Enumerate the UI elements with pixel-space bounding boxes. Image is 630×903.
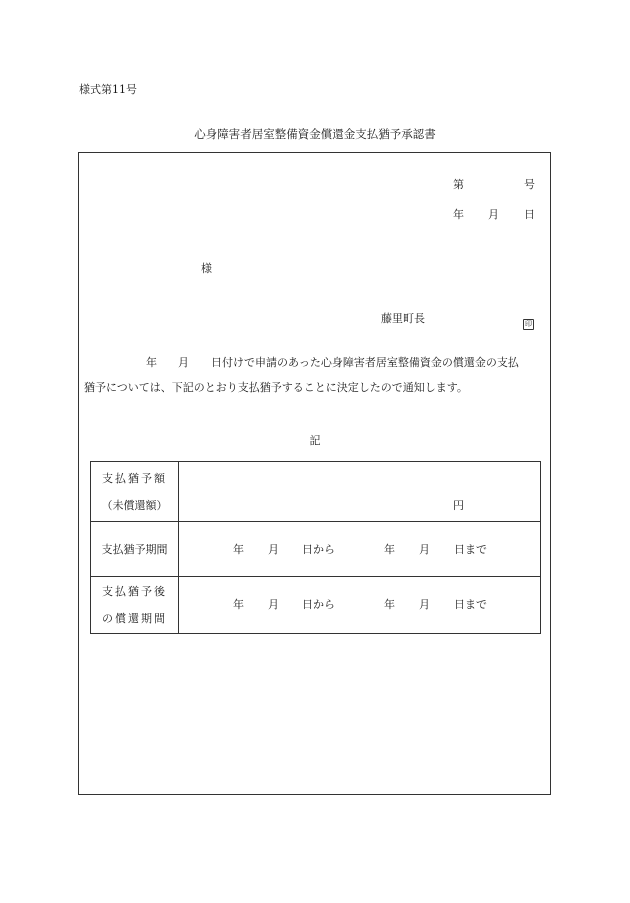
repayment-from-year: 年	[233, 598, 244, 611]
seal-mark	[523, 313, 534, 330]
body-line-2: 猶予については、下記のとおり支払猶予することに決定したので通知します。	[84, 381, 468, 394]
repayment-label-cell	[91, 577, 179, 634]
period-value-cell	[179, 522, 541, 577]
repayment-label-1: 支払猶予後	[102, 585, 167, 598]
period-from-day: 日から	[302, 543, 335, 556]
amount-label: 支払猶予額	[102, 471, 167, 485]
recipient-honorific: 様	[201, 262, 212, 275]
amount-sublabel: （未償還額）	[101, 498, 168, 512]
period-to-day: 日まで	[454, 543, 487, 556]
repayment-value-cell	[179, 577, 541, 634]
repayment-from-day: 日から	[302, 598, 335, 611]
issuer-name: 藤里町長	[381, 312, 425, 325]
table-row-period	[91, 522, 541, 577]
amount-label-cell	[91, 462, 179, 522]
date-day-label: 日	[524, 208, 535, 221]
details-table	[90, 461, 541, 634]
number-suffix: 号	[524, 178, 535, 191]
repayment-label-2: の償還期間	[102, 612, 167, 625]
body-month-label: 月	[178, 356, 189, 369]
amount-unit: 円	[453, 499, 464, 512]
period-from-year: 年	[233, 543, 244, 556]
period-label: 支払猶予期間	[101, 542, 168, 556]
repayment-to-day: 日まで	[454, 598, 487, 611]
document-title: 心身障害者居室整備資金償還金支払猶予承認書	[194, 127, 436, 141]
period-label-cell	[91, 522, 179, 577]
period-to-year: 年	[384, 543, 395, 556]
ki-heading: 記	[309, 434, 321, 447]
body-year-label: 年	[146, 356, 157, 369]
number-prefix: 第	[453, 178, 464, 191]
period-to-month: 月	[419, 543, 430, 556]
amount-value-cell	[179, 462, 541, 522]
table-row-repayment	[91, 577, 541, 634]
table-row-amount	[91, 462, 541, 522]
repayment-to-month: 月	[419, 598, 430, 611]
period-from-month: 月	[268, 543, 279, 556]
date-month-label: 月	[488, 208, 499, 221]
repayment-to-year: 年	[384, 598, 395, 611]
date-year-label: 年	[453, 208, 464, 221]
seal-icon: 印	[525, 320, 532, 328]
form-number: 様式第11号	[79, 83, 137, 96]
repayment-from-month: 月	[268, 598, 279, 611]
body-line-1: 日付けで申請のあった心身障害者居室整備資金の償還金の支払	[211, 356, 519, 369]
